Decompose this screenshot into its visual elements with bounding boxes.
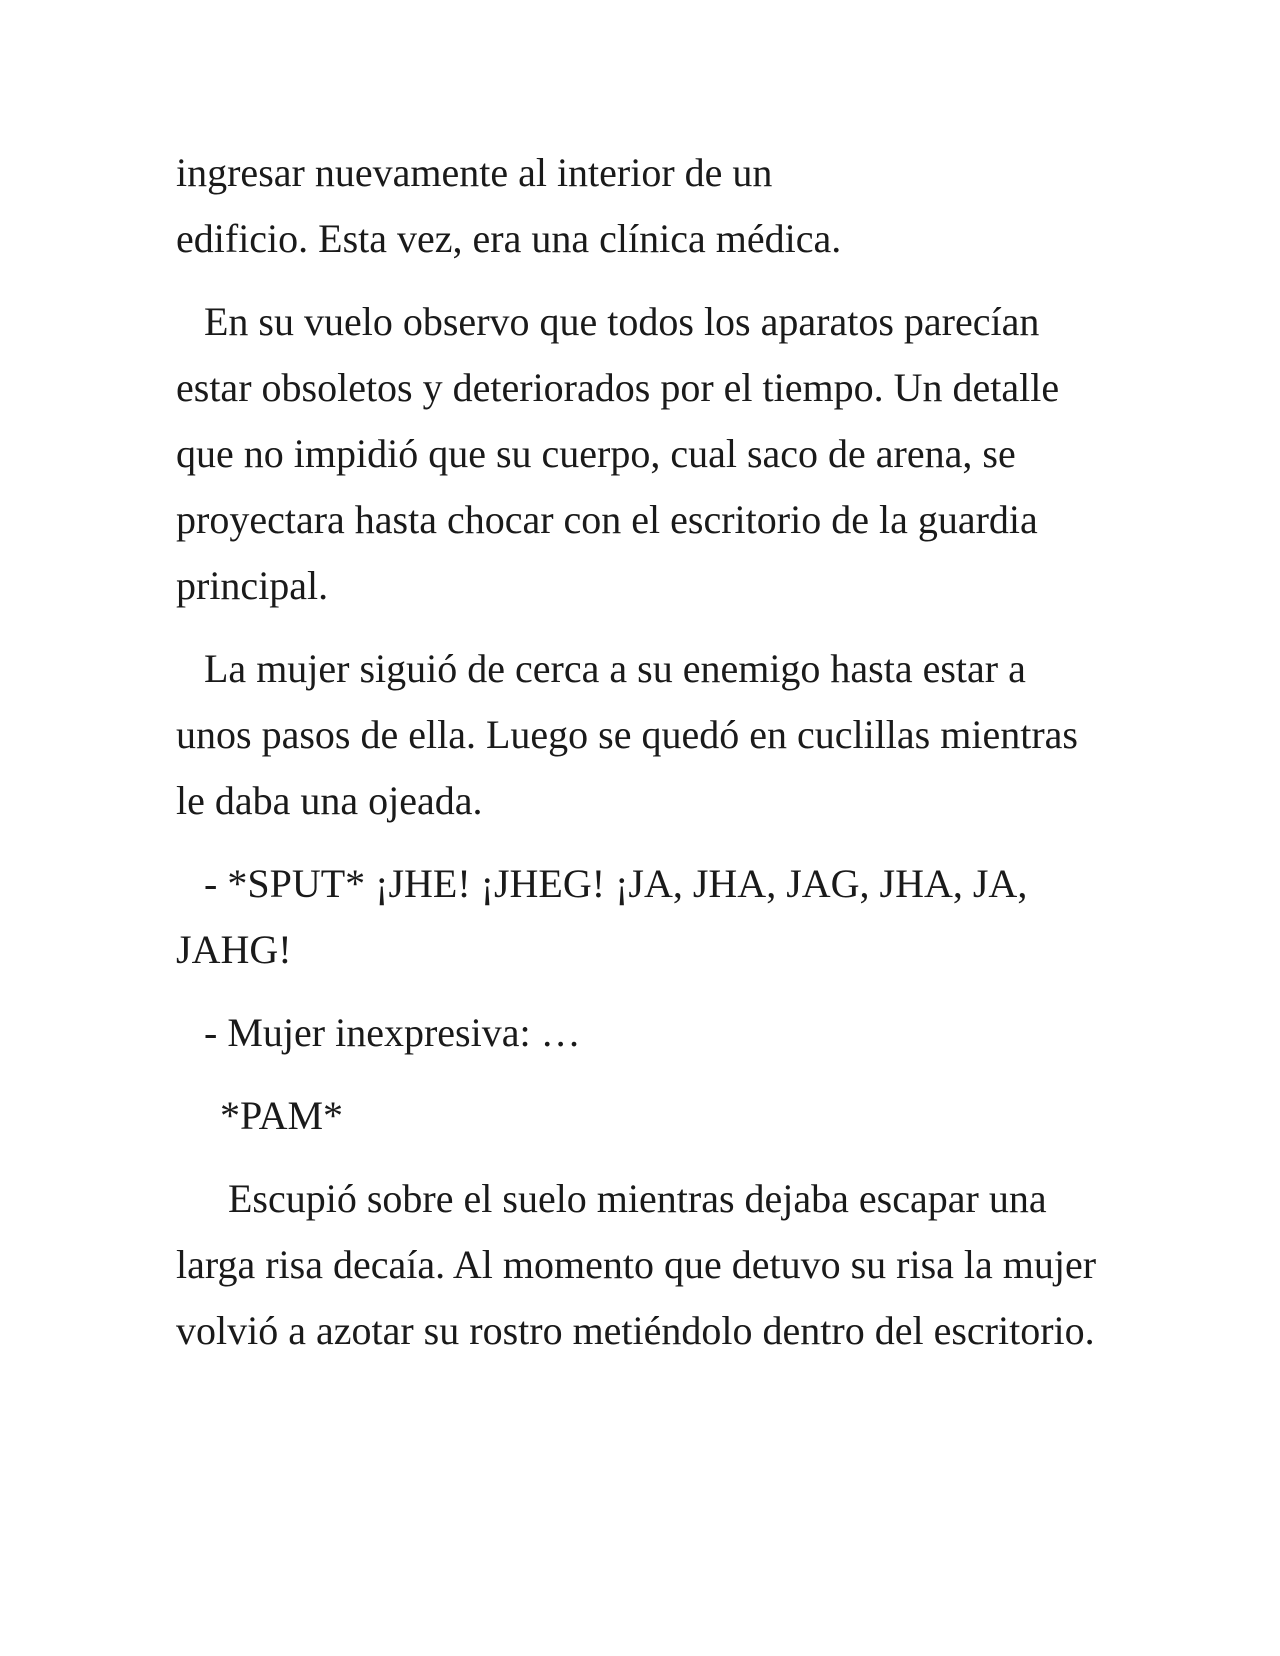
paragraph-3: La mujer siguió de cerca a su enemigo hasta estar a unos pasos de ella. Luego se quedó en cuclillas mientras le daba una ojeada. (176, 646, 1088, 823)
body-text (176, 140, 1106, 1381)
dialogue-line-2: - Mujer inexpresiva: … (204, 1010, 581, 1055)
paragraph-2: En su vuelo observo que todos los aparatos parecían estar obsoletos y deteriorados por el tiempo. Un detalle que no impidió que su cuerpo, cual saco de arena, se proyectara hasta chocar con el escritorio de la guardia principal. (176, 299, 1070, 608)
paragraph-1: ingresar nuevamente al interior de un edificio. Esta vez, era una clínica médica. (176, 150, 842, 261)
sound-effect: *PAM* (220, 1093, 344, 1138)
paragraph-4: Escupió sobre el suelo mientras dejaba escapar una larga risa decaía. Al momento que detuvo su risa la mujer volvió a azotar su rostro metiéndolo dentro del escritorio. (176, 1176, 1107, 1353)
dialogue-line-1: - *SPUT* ¡JHE! ¡JHEG! ¡JA, JHA, JAG, JHA, JA, JAHG! (176, 861, 1038, 972)
